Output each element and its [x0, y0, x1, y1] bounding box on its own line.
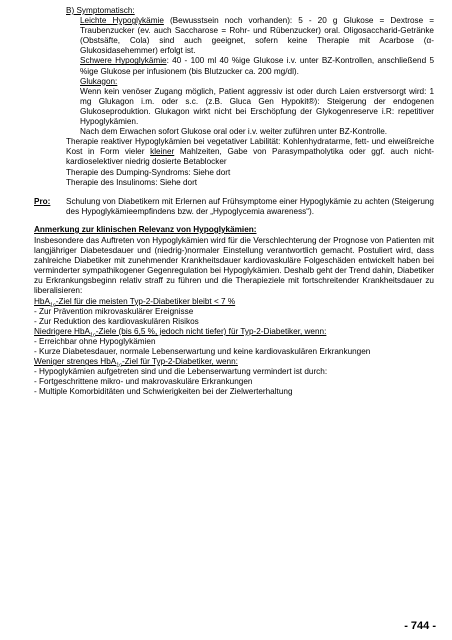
goal2-item: - Kurze Diabetesdauer, normale Lebenserwartung und keine kardiovaskulären Erkrankungen [34, 347, 371, 357]
page-number: - 744 - [404, 620, 436, 632]
mild-label: Leichte Hypoglykämie [80, 16, 164, 26]
goal3-item: - Fortgeschrittene mikro- und makrovaskuläre Erkrankungen [34, 377, 253, 387]
goal2-heading: Niedrigere HbA$_{1c}$-Ziele (bis 6,5 %, jedoch nicht tiefer) für Typ-2-Diabetiker, wenn: [34, 326, 327, 339]
goal1-item: - Zur Prävention mikrovaskulärer Ereignisse [34, 306, 194, 316]
goal3-heading: Weniger strenges HbA$_{1c}$-Ziel für Typ-2-Diabetiker, wenn: [34, 357, 238, 369]
goal2-item: - Erreichbar ohne Hypoglykämien [34, 336, 156, 346]
glucagon-text: Wenn kein venöser Zugang möglich, Patient aggressiv ist oder durch Laien erstversorgt wird: 1 mg Glukagon i.m. oder s.c. (z.B. Gluca Gen Hypokit®): Steigerung der endogenen Glukoseproduktion. Glukagon wirkt nicht bei Erschöpfung der Glykogenreserve i.R: repetitiver Hypoglykämien. [80, 86, 434, 127]
goal3-item: - Multiple Komorbiditäten und Schwierigkeiten bei der Zielwerterhaltung [34, 387, 293, 397]
goal1-item: - Zur Reduktion des kardiovaskulären Risikos [34, 316, 199, 326]
symptomatic-section [66, 6, 434, 188]
severe-hypoglycemia-paragraph [66, 56, 434, 76]
goal3-item: - Hypoglykämien aufgetreten sind und die Lebenserwartung vermindert ist durch: [34, 367, 328, 377]
clinical-relevance-section [34, 236, 434, 398]
severe-text: : 40 - 100 ml 40 %ige Glukose i.v. unter BZ-Kontrollen, anschließend 5 %ige Glukose per infusionem (bis Blutzucker ca. 200 mg/dl). [80, 56, 434, 76]
glucagon-label: Glukagon: [80, 76, 118, 86]
pro-text: Schulung von Diabetikern mit Erlernen auf Frühsymptome einer Hypoglykämie zu achten (Steigerung des Hypoglykämieempfindens bzw. der „Hypoglycemia awareness“). [66, 197, 434, 217]
section-b-heading: B) Symptomatisch: [66, 6, 135, 15]
clinical-relevance-heading: Anmerkung zur klinischen Relevanz von Hypoglykämien: [34, 225, 257, 234]
pro-label: Pro: [34, 197, 51, 206]
mild-text: (Bewusstsein noch vorhanden): 5 - 20 g Glukose = Dextrose = Traubenzucker (ev. auch Saccharose = Rohr- und Rübenzucker) oral. Oligosaccharid-Getränke (Obstsäfte, Cola) sind auch geeignet, sofern keine Therapie mit Acarbose (α-Glukosidasehemmer) erfolgt ist. [80, 16, 434, 56]
dumping-text: Therapie des Dumping-Syndroms: Siehe dort [66, 167, 231, 177]
clinical-relevance-text: Insbesondere das Auftreten von Hypoglykämien wird für die Verschlechterung der Prognose von Patienten mit langjähriger Diabetesdauer und (niedrig-)normaler Einstellung verantwortlich gemacht. Postuliert wird, dass zahlreiche Diabetiker mit zunehmender Krankheitsdauer kardiovaskuläre Folgeschäden entwickelt haben bei verminderter sympathikogener Gegenregulation bei Hypoglykämien. Deshalb geht der Trend dahin, Diabetiker zu Erkrankungsbeginn relativ straff zu führen und die Therapieziele mit fortschreitender Krankheitsdauer zu liberalisieren: [34, 236, 434, 296]
goal1-heading: HbA$_{1c}$-Ziel für die meisten Typ-2-Diabetiker bleibt < 7 % [34, 296, 236, 309]
insulinoma-text: Therapie des Insulinoms: Siehe dort [66, 177, 198, 187]
severe-label: Schwere Hypoglykämie [80, 56, 167, 66]
after-waking-text: Nach dem Erwachen sofort Glukose oral oder i.v. weiter zuführen unter BZ-Kontrolle. [80, 127, 388, 137]
mild-hypoglycemia-paragraph [66, 16, 434, 56]
reactive-therapy-paragraph: Therapie reaktiver Hypoglykämien bei vegetativer Labilität: Kohlenhydratarme, fett- und eiweißreiche Kost in Form vieler kleiner Mahlzeiten, Gabe von Parasympatholytika oder ggf. auch nicht-kardioselektiver niedrig dosierte Betablocker [66, 137, 434, 167]
